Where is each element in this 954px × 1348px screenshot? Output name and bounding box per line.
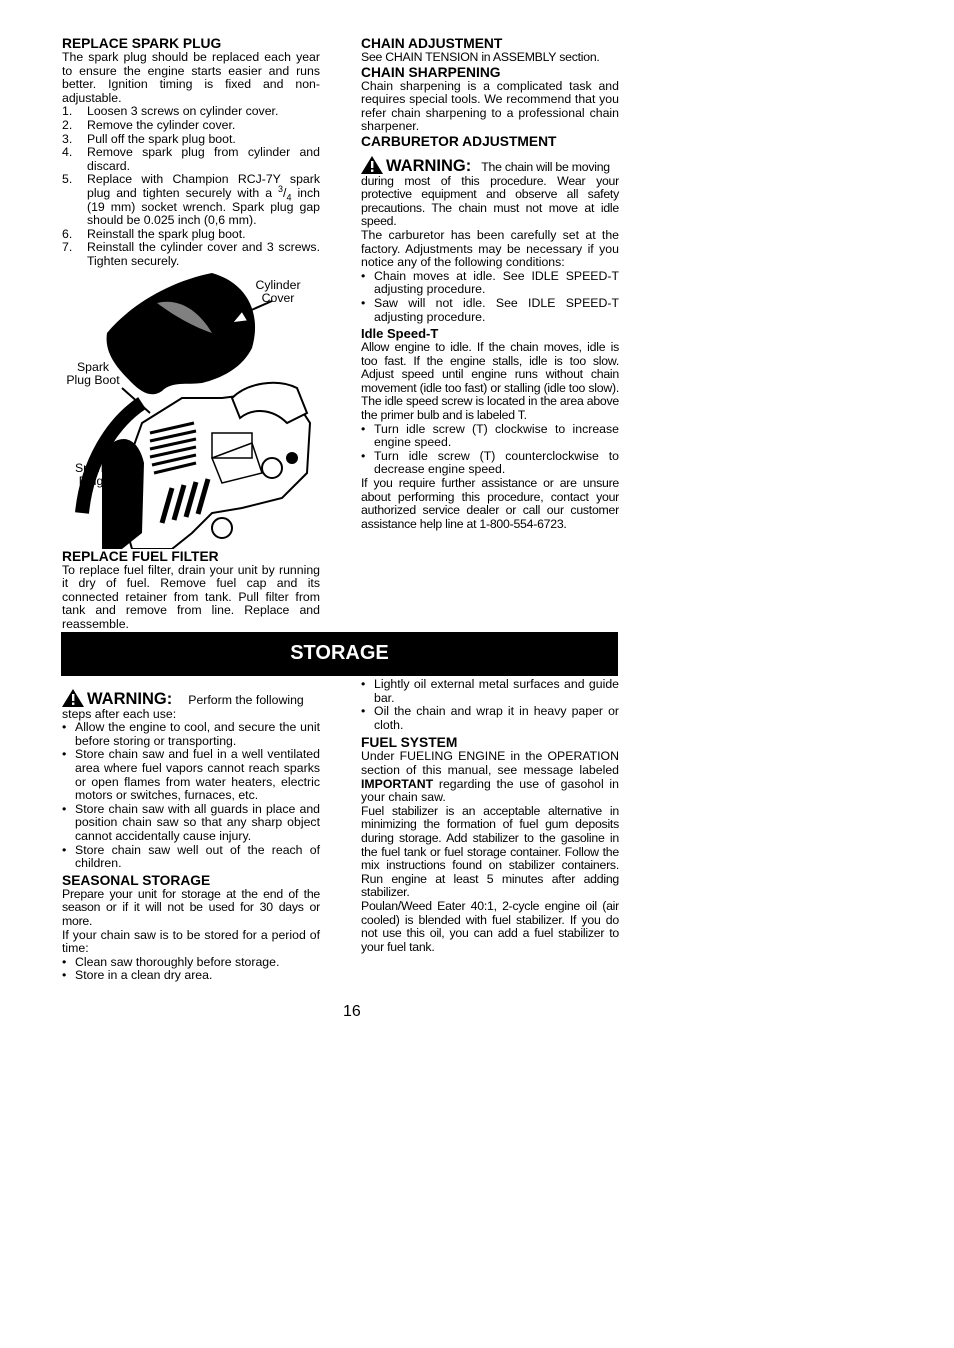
storage-title: STORAGE (290, 642, 389, 665)
idle-speed-closing: If you require further assistance or are unsure about performing this procedure, contact your authorized service dealer or call our customer assistance help line at 1-800-554-6723. (361, 476, 619, 531)
warning-triangle-icon (62, 689, 84, 707)
spark-plug-steps (62, 105, 320, 268)
list-item: 5. Replace with Champion RCJ-7Y spark plug and tighten securely with a $^3/_4$ inch (19 mm) socket wrench. Spark plug gap should be 0.025 inch (0,6 mm). (62, 172, 320, 228)
idle-speed-heading: Idle Speed-T (361, 326, 439, 342)
list-item: 1. Loosen 3 screws on cylinder cover. (62, 104, 279, 119)
list-item: • Store chain saw well out of the reach of children. (62, 842, 320, 871)
storage-right-column (361, 678, 619, 954)
spark-plug-intro: The spark plug should be replaced each year to ensure the engine starts easier and runs better. Ignition timing is fixed and non-adjustable. (62, 50, 320, 105)
right-column (361, 36, 619, 531)
chain-adjustment-text: See CHAIN TENSION in ASSEMBLY section. (361, 50, 600, 64)
warning-first-line: Perform the following (188, 693, 304, 707)
seasonal-storage-heading: SEASONAL STORAGE (62, 872, 211, 888)
warning-first-line: The chain will be moving (481, 159, 610, 174)
storage-warning-bullets (62, 721, 320, 871)
storage-banner (61, 632, 618, 676)
spark-plug-label: Spark Plug (74, 460, 108, 488)
storage-warning (62, 686, 320, 708)
chain-sharpening-heading: CHAIN SHARPENING (361, 64, 501, 80)
chain-adjustment-heading: CHAIN ADJUSTMENT (361, 36, 503, 51)
chainsaw-engine-drawing (62, 273, 320, 549)
list-item: • Allow the engine to cool, and secure the unit before storing or transporting. (62, 720, 320, 748)
list-item: 6. Reinstall the spark plug boot. (62, 226, 246, 241)
list-item: 2. Remove the cylinder cover. (62, 117, 236, 132)
carburetor-conditions (361, 270, 619, 324)
fuel-system-heading: FUEL SYSTEM (361, 735, 458, 751)
fuel-system-text-1: Under FUELING ENGINE in the OPERATION section of this manual, see message labeled IMPORTANT regarding the use of gasohol in your chain saw. (361, 749, 619, 805)
list-item: • Turn idle screw (T) counterclockwise to decrease engine speed. (361, 448, 619, 477)
chain-sharpening-text: Chain sharpening is a complicated task and requires special tools. We recommend that you refer chain sharpening to a professional chain sharpener. (361, 78, 619, 134)
list-item: • Store chain saw and fuel in a well ventilated area where fuel vapors cannot reach sparks or open flames from water heaters, electric motors or switches, furnaces, etc. (62, 747, 320, 803)
warning-label: WARNING: (386, 156, 472, 175)
list-item: • Saw will not idle. See IDLE SPEED-T adjusting procedure. (361, 295, 619, 324)
spark-plug-illustration (62, 273, 320, 549)
carburetor-warning-text: during most of this procedure. Wear your protective equipment and observe all safety precautions. The chain must not move at idle speed. (361, 173, 619, 229)
carburetor-intro: The carburetor has been carefully set at the factory. Adjustments may be necessary if you notice any of the following conditions: (361, 227, 619, 270)
idle-speed-bullets (361, 423, 619, 477)
carburetor-warning (361, 153, 619, 175)
list-item: • Lightly oil external metal surfaces and guide bar. (361, 677, 619, 705)
list-item: • Store chain saw with all guards in place and position chain saw so that any sharp object cannot accidentally cause injury. (62, 801, 320, 843)
list-item: • Oil the chain and wrap it in heavy paper or cloth. (361, 704, 619, 732)
page-number: 16 (343, 1003, 361, 1020)
seasonal-storage-text-2: If your chain saw is to be stored for a period of time: (62, 927, 320, 956)
warning-label: WARNING: (87, 690, 173, 708)
idle-speed-text: Allow engine to idle. If the chain moves, idle is too fast. If the engine stalls, idle is too slow. Adjust speed until engine runs without chain movement (idle too fast) or stalling (idle too slow). The idle speed screw is located in the area above the primer bulb and is labeled T. (361, 340, 619, 423)
fuel-system-text-3: Poulan/Weed Eater 40:1, 2-cycle engine oil (air cooled) is blended with fuel stabilizer. If you do not use this oil, you can add a fuel stabilizer to your fuel tank. (361, 898, 619, 954)
list-item: 7. Reinstall the cylinder cover and 3 screws. Tighten securely. (62, 240, 320, 268)
seasonal-storage-bullets-continued (361, 678, 619, 732)
fuel-filter-heading: REPLACE FUEL FILTER (62, 548, 219, 564)
storage-warning-text: steps after each use: (62, 706, 177, 721)
list-item: 4. Remove spark plug from cylinder and discard. (62, 145, 320, 173)
warning-triangle-icon (361, 156, 383, 174)
list-item: • Store in a clean dry area. (62, 968, 213, 983)
list-item: • Turn idle screw (T) clockwise to increase engine speed. (361, 421, 619, 450)
fuel-system-text-2: Fuel stabilizer is an acceptable alternative in minimizing the formation of fuel gum deposits during storage. Add stabilizer to the gasoline in the fuel tank or fuel storage container. Follow the mix instructions found on stabilizer containers. Run engine at least 5 minutes after adding stabilizer. (361, 803, 619, 900)
spark-plug-heading: REPLACE SPARK PLUG (62, 36, 222, 51)
storage-left-column (62, 686, 320, 983)
carburetor-heading: CARBURETOR ADJUSTMENT (361, 133, 557, 149)
fuel-filter-text: To replace fuel filter, drain your unit by running it dry of fuel. Remove fuel cap and its connected retainer from tank. Pull filter from tank and remove from line. Replace and reassemble. (62, 562, 320, 631)
list-item: • Chain moves at idle. See IDLE SPEED-T adjusting procedure. (361, 268, 619, 297)
left-column (62, 36, 320, 631)
list-item: • Clean saw thoroughly before storage. (62, 954, 280, 969)
spark-plug-boot-label: Spark Plug Boot (66, 359, 120, 387)
seasonal-storage-bullets (62, 956, 320, 983)
seasonal-storage-text-1: Prepare your unit for storage at the end of the season or if it will not be used for 30 days or more. (62, 886, 320, 928)
cylinder-cover-label: Cylinder Cover (255, 277, 301, 305)
list-item: 3. Pull off the spark plug boot. (62, 131, 236, 146)
